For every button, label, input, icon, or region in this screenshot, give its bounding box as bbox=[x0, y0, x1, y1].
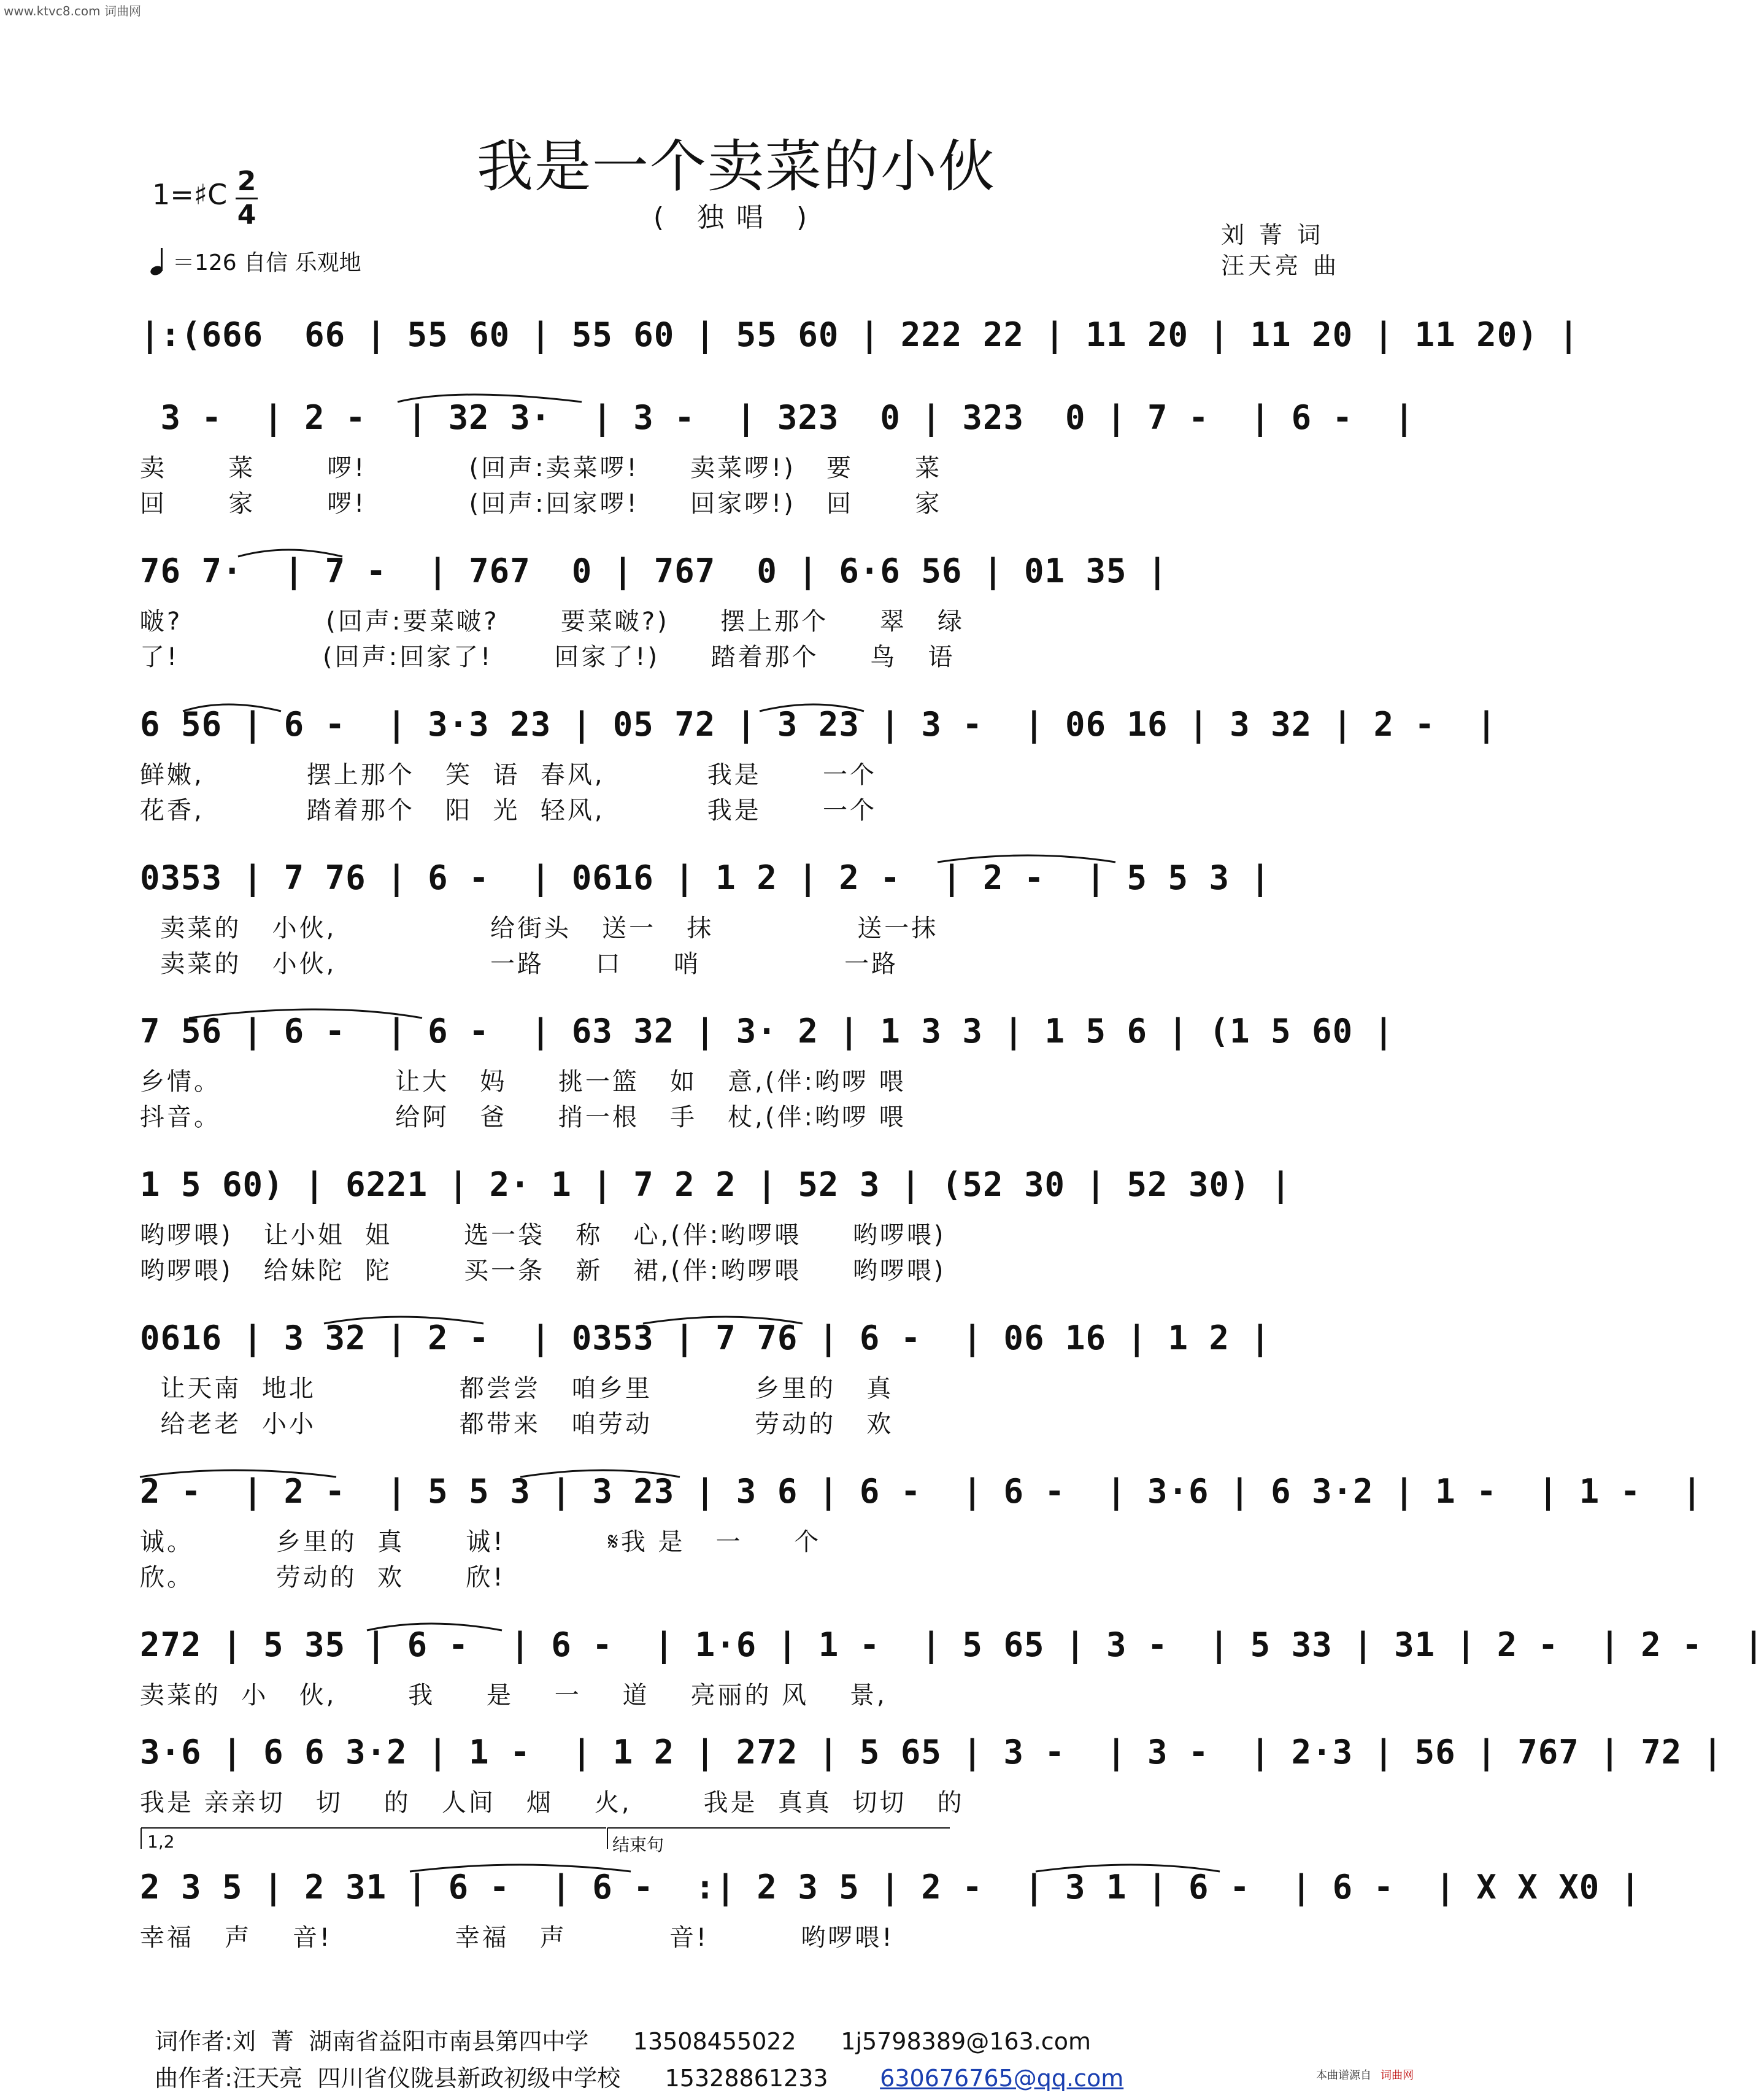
lyricist-credit: 刘 菁 词 bbox=[1221, 222, 1325, 249]
lyrics-verse-1: 幸福 声 音! 幸福 声 音! 哟啰喂! bbox=[140, 1924, 895, 1952]
notation-line: |:(666 66 | 55 60 | 55 60 | 55 60 | 222 22 | 11 20 | 11 20 | 11 20) | bbox=[140, 315, 1579, 354]
time-signature-bottom: 4 bbox=[237, 199, 256, 231]
composer-info: 曲作者:汪天亮 四川省仪陇县新政初级中学校 bbox=[155, 2065, 621, 2092]
site-watermark-top: www.ktvc8.com 词曲网 bbox=[4, 4, 142, 18]
time-signature bbox=[234, 166, 259, 231]
lyricist-email[interactable]: 1j5798389@163.com bbox=[841, 2028, 1091, 2055]
lyrics-verse-2: 卖菜的 小伙, 一路 口 哨 一路 bbox=[140, 950, 899, 978]
lyrics-verse-1: 卖 菜 啰! (回声:卖菜啰! 卖菜啰!) 要 菜 bbox=[140, 454, 942, 482]
tempo-text: ＝126 自信 乐观地 bbox=[172, 250, 361, 276]
score-system-4 bbox=[140, 703, 1497, 828]
notation-line: 6 56 | 6 - | 3·3 23 | 05 72 | 3 23 | 3 - | 06 16 | 3 32 | 2 - | bbox=[140, 705, 1497, 744]
lyrics-verse-2: 哟啰喂) 给妹陀 陀 买一条 新 裙,(伴:哟啰喂 哟啰喂) bbox=[140, 1257, 946, 1285]
tempo-marking bbox=[150, 245, 361, 277]
composer-email-link[interactable]: 630676765@qq.com bbox=[880, 2065, 1124, 2092]
score-system-6 bbox=[140, 1009, 1395, 1135]
score-system-9 bbox=[140, 1470, 1703, 1595]
score-system-2 bbox=[140, 396, 1415, 522]
key-signature: 1=♯C bbox=[152, 178, 228, 211]
site-watermark-bottom-left: 本曲谱源自 bbox=[1316, 2069, 1371, 2082]
volta-first-ending: 1,2 bbox=[147, 1832, 175, 1852]
lyrics-verse-1: 诚。 乡里的 真 诚! 𝄋我 是 一 个 bbox=[140, 1528, 822, 1556]
composer-phone: 15328861233 bbox=[664, 2065, 828, 2092]
lyrics-verse-1: 啵? (回声:要菜啵? 要菜啵?) 摆上那个 翠 绿 bbox=[140, 607, 965, 636]
site-watermark-bottom-right: 词曲网 bbox=[1381, 2069, 1414, 2082]
notation-line: 272 | 5 35 | 6 - | 6 - | 1·6 | 1 - | 5 65 | 3 - | 5 33 | 31 | 2 - | 2 - | bbox=[140, 1625, 1764, 1664]
notation-line: 3 - | 2 - | 32 3· | 3 - | 323 0 | 323 0 | 7 - | 6 - | bbox=[140, 398, 1415, 437]
lyrics-verse-1: 卖菜的 小伙, 给街头 送一 抹 送一抹 bbox=[140, 914, 939, 942]
quarter-note-icon bbox=[150, 248, 169, 275]
composer-credit: 汪天亮 曲 bbox=[1221, 252, 1341, 279]
volta-brackets bbox=[140, 1825, 1342, 1850]
lyricist-phone: 13508455022 bbox=[633, 2028, 796, 2055]
lyrics-verse-1: 乡情。 让大 妈 挑一篮 如 意,(伴:哟啰 喂 bbox=[140, 1068, 906, 1096]
score-system-3 bbox=[140, 549, 1342, 675]
song-subtitle: ( 独唱 ) bbox=[653, 202, 820, 233]
notation-line: 76 7· | 7 - | 767 0 | 767 0 | 6·6 56 | 01 35 | bbox=[140, 552, 1168, 590]
notation-line: 7 56 | 6 - | 6 - | 63 32 | 3· 2 | 1 3 3 | 1 5 6 | (1 5 60 | bbox=[140, 1012, 1395, 1050]
notation-line: 3·6 | 6 6 3·2 | 1 - | 1 2 | 272 | 5 65 | 3 - | 3 - | 2·3 | 56 | 767 | 72 | bbox=[140, 1733, 1724, 1771]
notation-line: 2 - | 2 - | 5 5 3 | 3 23 | 3 6 | 6 - | 6 - | 3·6 | 6 3·2 | 1 - | 1 - | bbox=[140, 1472, 1703, 1511]
notation-line: 0353 | 7 76 | 6 - | 0616 | 1 2 | 2 - | 2 - | 5 5 3 | bbox=[140, 858, 1271, 897]
volta-ending-phrase: 结束句 bbox=[612, 1835, 664, 1855]
lyrics-verse-2: 了! (回声:回家了! 回家了!) 踏着那个 鸟 语 bbox=[140, 643, 955, 671]
score-system-8 bbox=[140, 1316, 1342, 1442]
lyrics-verse-1: 我是 亲亲切 切 的 人间 烟 火, 我是 真真 切切 的 bbox=[140, 1789, 965, 1817]
notation-line: 1 5 60) | 6221 | 2· 1 | 7 2 2 | 52 3 | (52 30 | 52 30) | bbox=[140, 1165, 1292, 1204]
lyrics-verse-1: 鲜嫩, 摆上那个 笑 语 春风, 我是 一个 bbox=[140, 761, 877, 789]
notation-line: 0616 | 3 32 | 2 - | 0353 | 7 76 | 6 - | 06 16 | 1 2 | bbox=[140, 1319, 1271, 1357]
lyrics-verse-2: 回 家 啰! (回声:回家啰! 回家啰!) 回 家 bbox=[140, 490, 942, 518]
lyrics-verse-2: 欣。 劳动的 欢 欣! bbox=[140, 1563, 506, 1592]
lyrics-verse-2: 花香, 踏着那个 阳 光 轻风, 我是 一个 bbox=[140, 796, 877, 825]
lyrics-verse-2: 抖音。 给阿 爸 捎一根 手 杖,(伴:哟啰 喂 bbox=[140, 1103, 906, 1131]
lyrics-verse-1: 让天南 地北 都尝尝 咱乡里 乡里的 真 bbox=[140, 1374, 894, 1403]
score-system-12 bbox=[140, 1865, 1641, 1991]
lyrics-verse-1: 卖菜的 小 伙, 我 是 一 道 亮丽的 风 景, bbox=[140, 1681, 887, 1709]
song-title: 我是一个卖菜的小伙 bbox=[476, 134, 996, 199]
score-system-7 bbox=[140, 1163, 1342, 1289]
footer-composer-contact bbox=[140, 2032, 1123, 2093]
lyrics-verse-2: 给老老 小小 都带来 咱劳动 劳动的 欢 bbox=[140, 1410, 894, 1438]
time-signature-top: 2 bbox=[237, 166, 256, 197]
lyrics-verse-1: 哟啰喂) 让小姐 姐 选一袋 称 心,(伴:哟啰喂 哟啰喂) bbox=[140, 1221, 946, 1249]
notation-line: 2 3 5 | 2 31 | 6 - | 6 - :| 2 3 5 | 2 - | 3 1 | 6 - | 6 - | X X X0 | bbox=[140, 1868, 1641, 1906]
score-system-5 bbox=[140, 856, 1342, 982]
lyricist-info: 词作者:刘 菁 湖南省益阳市南县第四中学 bbox=[155, 2028, 589, 2055]
